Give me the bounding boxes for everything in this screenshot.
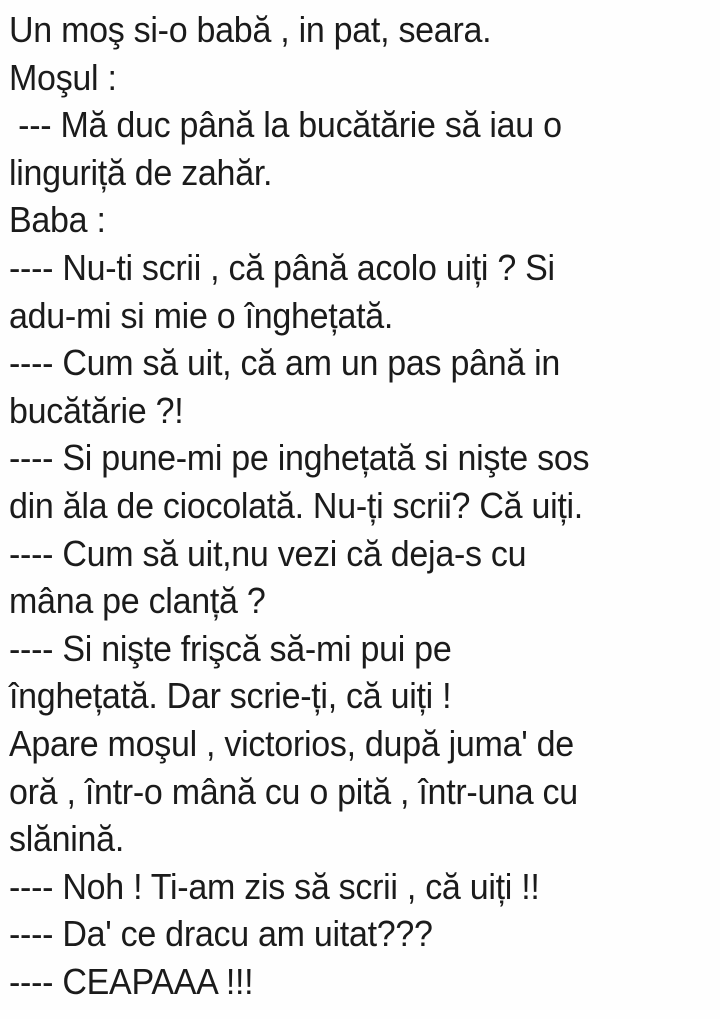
text-line: ---- Nu-ti scrii , că până acolo uiți ? Si <box>9 246 555 288</box>
text-line: linguriță de zahăr. <box>9 151 273 193</box>
text-line: adu-mi si mie o înghețată. <box>9 294 394 336</box>
text-line: ---- Da' ce dracu am uitat??? <box>9 913 433 955</box>
text-line: mâna pe clanță ? <box>9 580 266 622</box>
text-line: oră , într-o mână cu o pită , într-una cu <box>9 770 578 812</box>
text-line: bucătărie ?! <box>9 389 184 431</box>
text-line: Un moş si-o babă , in pat, seara. <box>9 9 492 50</box>
text-line: ---- CEAPAAA !!! <box>9 960 254 1002</box>
text-line: din ăla de ciocolată. Nu-ți scrii? Că uiți. <box>9 484 583 526</box>
text-line: înghețată. Dar scrie-ți, că uiți ! <box>9 675 452 717</box>
text-line: Baba : <box>9 199 106 241</box>
text-line: ---- Si nişte frişcă să-mi pui pe <box>9 627 452 669</box>
text-line: --- Mă duc până la bucătărie să iau o <box>9 104 562 146</box>
text-line: ---- Cum să uit,nu vezi că deja-s cu <box>9 532 527 574</box>
text-line: ---- Si pune-mi pe inghețată si nişte sos <box>9 437 590 479</box>
text-line: slănină. <box>9 818 124 860</box>
text-line: ---- Noh ! Ti-am zis să scrii , că uiți !! <box>9 865 540 907</box>
text-line: Moşul : <box>9 56 117 98</box>
text-line: ---- Cum să uit, că am un pas până in <box>9 342 561 384</box>
joke-text-block <box>9 6 720 1005</box>
text-line: Apare moşul , victorios, după juma' de <box>9 722 574 764</box>
